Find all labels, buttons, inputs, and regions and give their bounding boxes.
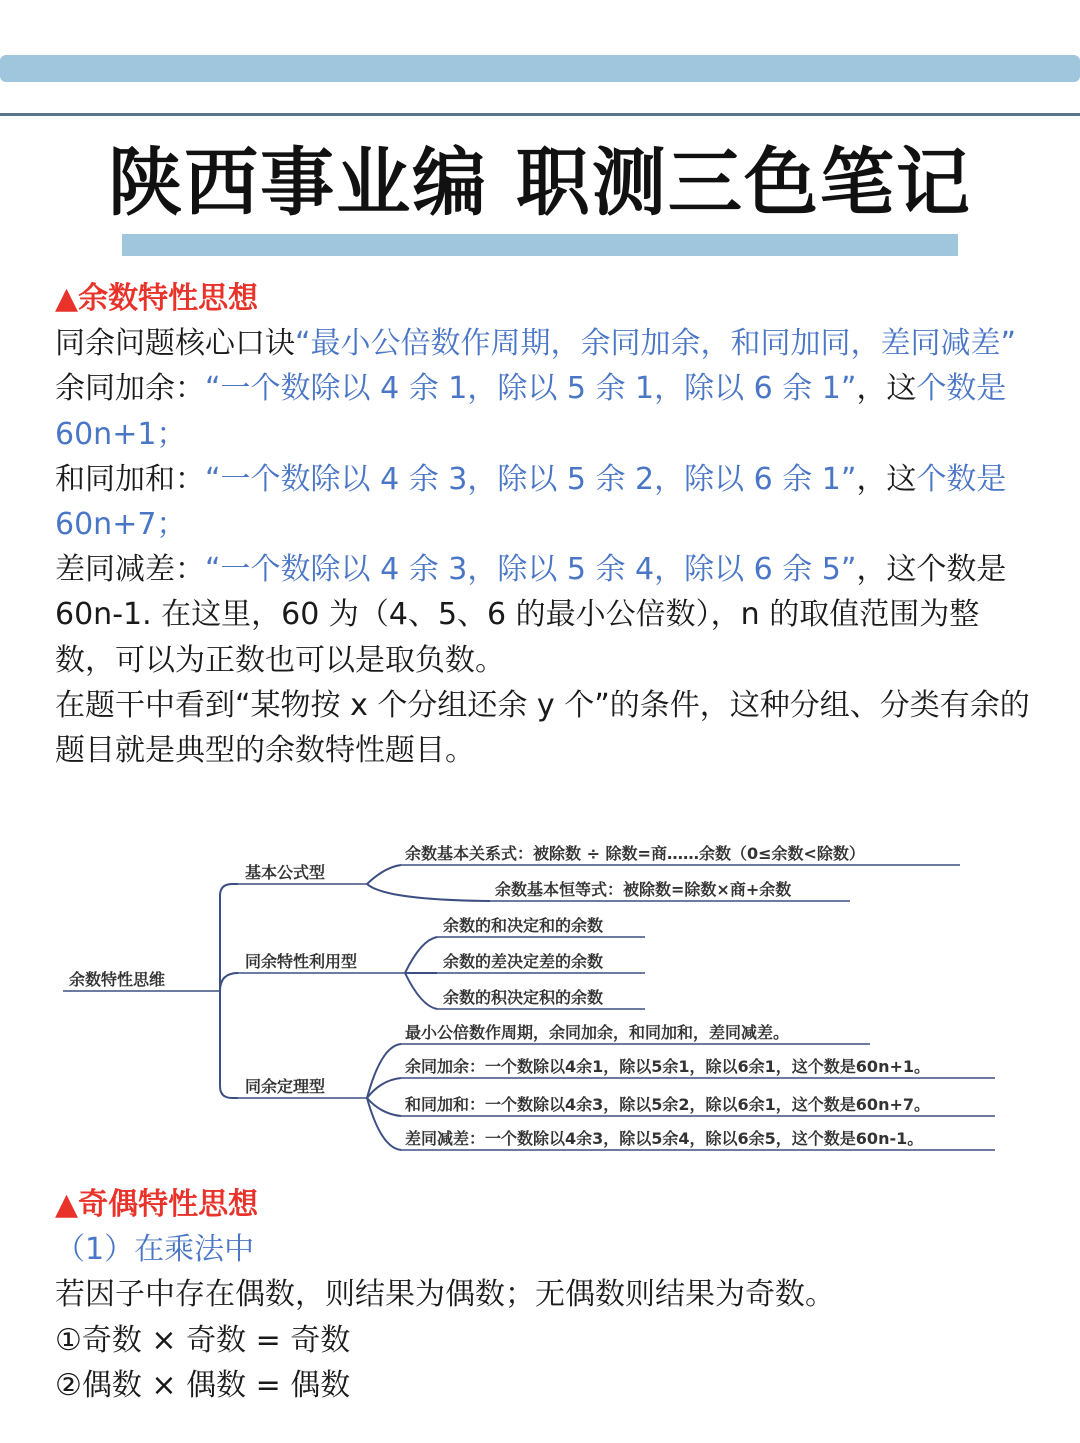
mindmap-leaf-theorem-same-remainder: 余同加余：一个数除以4余1，除以5余1，除以6余1，这个数是60n+1。 <box>405 1057 930 1076</box>
section-parity <box>55 1182 1030 1408</box>
paragraph-same-sum <box>55 457 1030 547</box>
mindmap-branch2-fan-3 <box>405 973 437 1009</box>
text-core-formula-quote: “最小公倍数作周期，余同加余，和同加同，差同减差” <box>295 326 1017 362</box>
text-same-sum-quote: “一个数除以 4 余 3，除以 5 余 2，除以 6 余 1” <box>205 461 857 497</box>
text-same-diff-rest: ，这个数是 60n-1. 在这里，60 为（4、5、6 的最小公倍数），n 的取值范围为整数，可以为正数也可以是取负数。 <box>55 552 1007 678</box>
section-heading-parity: ▲奇偶特性思想 <box>55 1187 259 1222</box>
mindmap-leaf-diff-remainder: 余数的差决定差的余数 <box>443 952 604 971</box>
mindmap-branch1-fan-1 <box>367 865 401 884</box>
mindmap-leaf-basic-identity: 余数基本恒等式：被除数=除数×商+余数 <box>495 880 792 899</box>
mindmap-root: 余数特性思维 <box>69 970 166 989</box>
paragraph-parity-rule: 若因子中存在偶数，则结果为偶数；无偶数则结果为奇数。 <box>55 1277 835 1313</box>
text-same-remainder-result: 个数是 60n+1； <box>55 371 1007 452</box>
text-same-sum-result: 个数是 60n+7； <box>55 461 1007 543</box>
top-divider <box>0 113 1080 116</box>
mindmap-branch3-fan-1 <box>367 1044 401 1098</box>
text-same-diff-quote: “一个数除以 4 余 3，除以 5 余 4，除以 6 余 5” <box>205 552 857 588</box>
mindmap-branch-basic-formula: 基本公式型 <box>245 863 326 882</box>
mindmap-leaf-theorem-same-sum: 和同加和：一个数除以4余3，除以5余2，除以6余1，这个数是60n+7。 <box>405 1095 930 1114</box>
text-same-remainder-quote: “一个数除以 4 余 1，除以 5 余 1，除以 6 余 1” <box>205 371 857 407</box>
text-same-sum-this: ，这 <box>856 461 917 497</box>
mindmap-leaf-theorem-summary: 最小公倍数作周期，余同加余，和同加和，差同减差。 <box>405 1023 790 1042</box>
text-same-remainder-this: ，这 <box>856 371 917 407</box>
mindmap-leaf-theorem-same-diff: 差同减差：一个数除以4余3，除以5余4，除以6余5，这个数是60n-1。 <box>405 1129 924 1148</box>
mindmap-branch2-fan-1 <box>405 937 437 973</box>
paragraph-same-diff <box>55 547 1030 683</box>
paragraph-recognition: 在题干中看到“某物按 x 个分组还余 y 个”的条件，这种分组、分类有余的题目就是典型的余数特性题目。 <box>55 687 1030 769</box>
paragraph-even-times-even: ②偶数 × 偶数 = 偶数 <box>55 1367 351 1403</box>
mindmap-branch3-fan-4 <box>367 1098 401 1150</box>
text-same-sum-label: 和同加和： <box>55 461 205 497</box>
remainder-mind-map <box>55 832 1025 1162</box>
mindmap-branch-congruence-theorem: 同余定理型 <box>245 1077 326 1096</box>
mindmap-branch-congruence-property: 同余特性利用型 <box>245 952 358 971</box>
mindmap-leaf-product-remainder: 余数的积决定积的余数 <box>443 988 604 1007</box>
text-same-remainder-label: 余同加余： <box>55 371 205 407</box>
paragraph-core-formula <box>55 321 1030 366</box>
mindmap-branch1-fan-2 <box>367 884 490 901</box>
subheading-multiplication: （1）在乘法中 <box>55 1232 255 1268</box>
top-decor-band <box>0 55 1080 82</box>
section-remainder <box>55 276 1030 773</box>
page-title: 陕西事业编 职测三色笔记 <box>108 140 972 226</box>
title-underline <box>122 234 958 256</box>
mindmap-connector-3 <box>220 991 238 1098</box>
section-heading-remainder: ▲余数特性思想 <box>55 281 259 316</box>
mindmap-leaf-basic-relation: 余数基本关系式：被除数 ÷ 除数=商……余数（0≤余数<除数） <box>405 844 865 863</box>
paragraph-odd-times-odd: ①奇数 × 奇数 = 奇数 <box>55 1322 351 1358</box>
mindmap-leaf-sum-remainder: 余数的和决定和的余数 <box>443 916 604 935</box>
text-core-formula-label: 同余问题核心口诀 <box>55 326 295 362</box>
paragraph-same-remainder <box>55 366 1030 456</box>
mindmap-connector-2 <box>220 973 238 991</box>
text-same-diff-label: 差同减差： <box>55 552 205 588</box>
